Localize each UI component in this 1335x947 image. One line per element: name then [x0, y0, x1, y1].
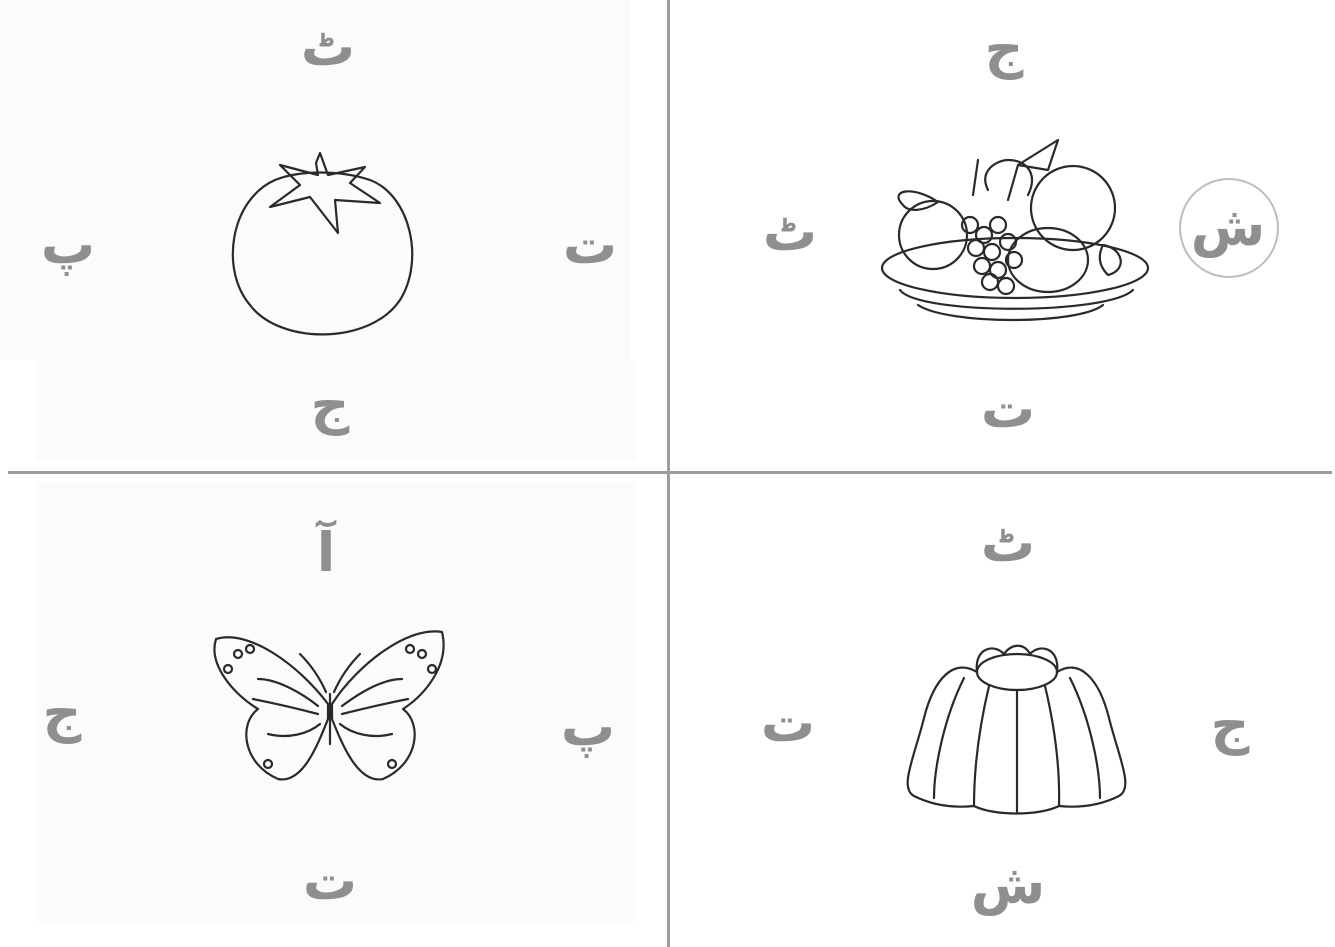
quadrant-butterfly: [0, 474, 667, 947]
quadrant-tomato: [0, 0, 667, 473]
letter-choice-left[interactable]: پ: [40, 213, 96, 276]
letter-choice-bottom[interactable]: ج: [310, 373, 350, 436]
jelly-icon: [894, 638, 1140, 816]
letter-choice-right[interactable]: پ: [560, 695, 616, 758]
fruit-bowl-icon: [878, 130, 1168, 330]
letter-choice-top[interactable]: ج: [984, 17, 1024, 80]
letter-choice-right[interactable]: ج: [1210, 693, 1250, 756]
letter-choice-right[interactable]: ش: [1190, 195, 1266, 258]
tomato-icon: [220, 145, 420, 345]
letter-choice-bottom[interactable]: ت: [980, 377, 1036, 440]
letter-choice-top[interactable]: ٹ: [980, 511, 1036, 574]
letter-choice-right[interactable]: ت: [562, 213, 618, 276]
butterfly-icon: [208, 624, 452, 794]
letter-choice-top[interactable]: ٹ: [300, 15, 356, 78]
letter-choice-bottom[interactable]: ش: [970, 853, 1046, 916]
quadrant-jelly: [668, 474, 1335, 947]
quadrant-fruit-bowl: [668, 0, 1335, 473]
letter-choice-top[interactable]: آ: [316, 521, 336, 584]
letter-choice-left[interactable]: ت: [760, 691, 816, 754]
letter-choice-left[interactable]: ٹ: [762, 200, 818, 263]
letter-choice-bottom[interactable]: ت: [302, 849, 358, 912]
letter-choice-left[interactable]: ج: [42, 681, 82, 744]
